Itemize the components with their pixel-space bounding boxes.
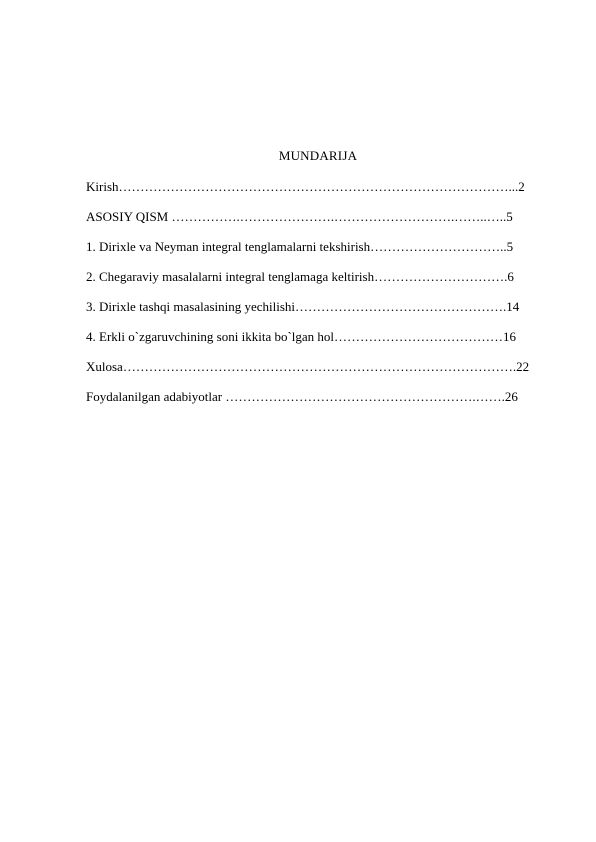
toc-entry-section-1: 1. Dirixle va Neyman integral tenglamalarni tekshirish…………………………..5 [86,239,514,254]
toc-entry-section-4: 4. Erkli o`zgaruvchining soni ikkita bo`lgan hol…………………………………16 [86,329,517,344]
toc-entry-asosiy-qism: ASOSIY QISM …………….………………….……………………….……..…..5 [86,209,513,224]
toc-title: MUNDARIJA [278,148,358,163]
toc-entry-kirish: Kirish………………………………………………………………………………...2 [86,179,525,194]
toc-entry-section-3: 3. Dirixle tashqi masalasining yechilishi………………………………………….14 [86,299,520,314]
toc-entry-section-2: 2. Chegaraviy masalalarni integral tenglamaga keltirish………………………….6 [86,269,514,284]
toc-entry-xulosa: Xulosa……………………………………………………………………………….22 [86,359,530,374]
toc-entry-adabiyotlar: Foydalanilgan adabiyotlar ………………………………………………….…….26 [86,389,518,404]
